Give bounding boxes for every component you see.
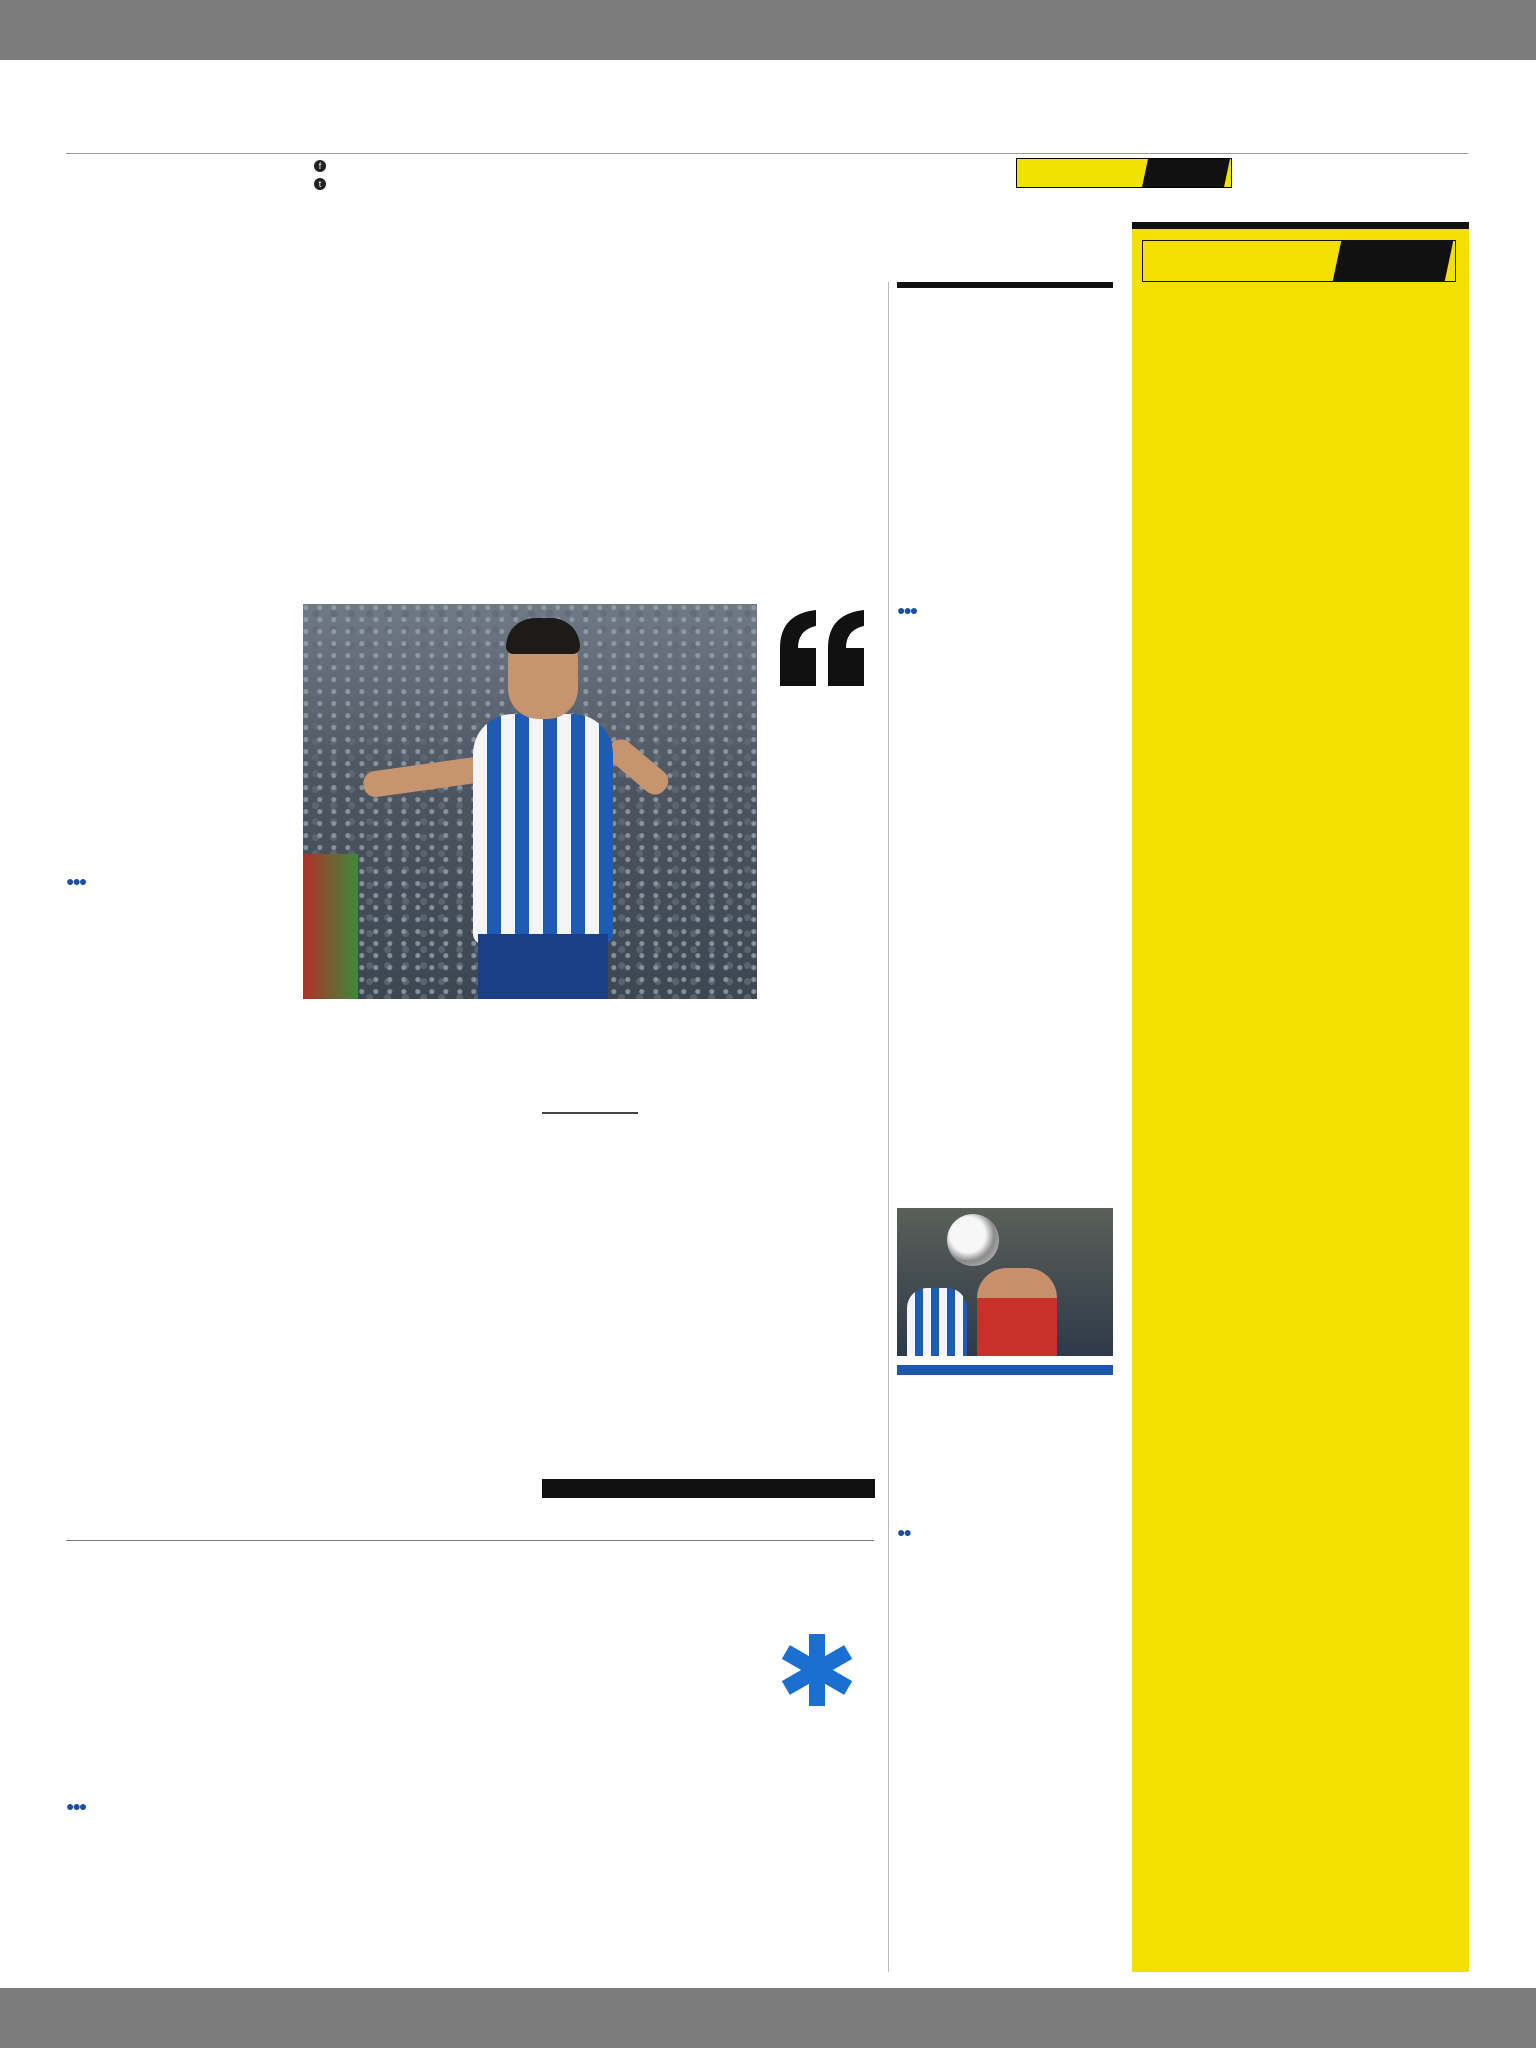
quote-mark-icon xyxy=(776,608,868,688)
taremi-photo xyxy=(303,604,757,999)
black-bar xyxy=(542,1479,875,1498)
column-divider xyxy=(888,282,889,1972)
bullet-dots-icon: ●●● xyxy=(897,604,917,619)
bullet-dots-icon: ●● xyxy=(897,1526,910,1541)
main-column-1 xyxy=(66,853,282,894)
bullet-dots-icon: ●●● xyxy=(66,875,86,890)
league-sidebar xyxy=(1132,222,1469,1972)
bullet-dots-icon: ●●● xyxy=(66,1800,86,1815)
twitter-icon: t xyxy=(314,178,326,190)
sidebar-league-logo xyxy=(1142,240,1456,282)
asterisk-icon xyxy=(777,1630,857,1710)
franco-rule xyxy=(66,1540,874,1541)
sousa-photo xyxy=(897,1208,1113,1356)
header-social xyxy=(314,156,329,192)
franco-column-1 xyxy=(66,1778,284,1819)
header-rule xyxy=(66,153,1468,154)
league-logo xyxy=(1016,158,1232,188)
newspaper-page xyxy=(0,60,1536,1988)
mostramos-rule xyxy=(897,282,1113,288)
mostramos-body xyxy=(897,582,1115,623)
quote-author xyxy=(778,958,888,974)
sousa-body xyxy=(897,1522,1115,1545)
grujic-rule xyxy=(542,1112,638,1114)
sousa-headline xyxy=(897,1365,1113,1375)
facebook-icon: f xyxy=(314,160,326,172)
